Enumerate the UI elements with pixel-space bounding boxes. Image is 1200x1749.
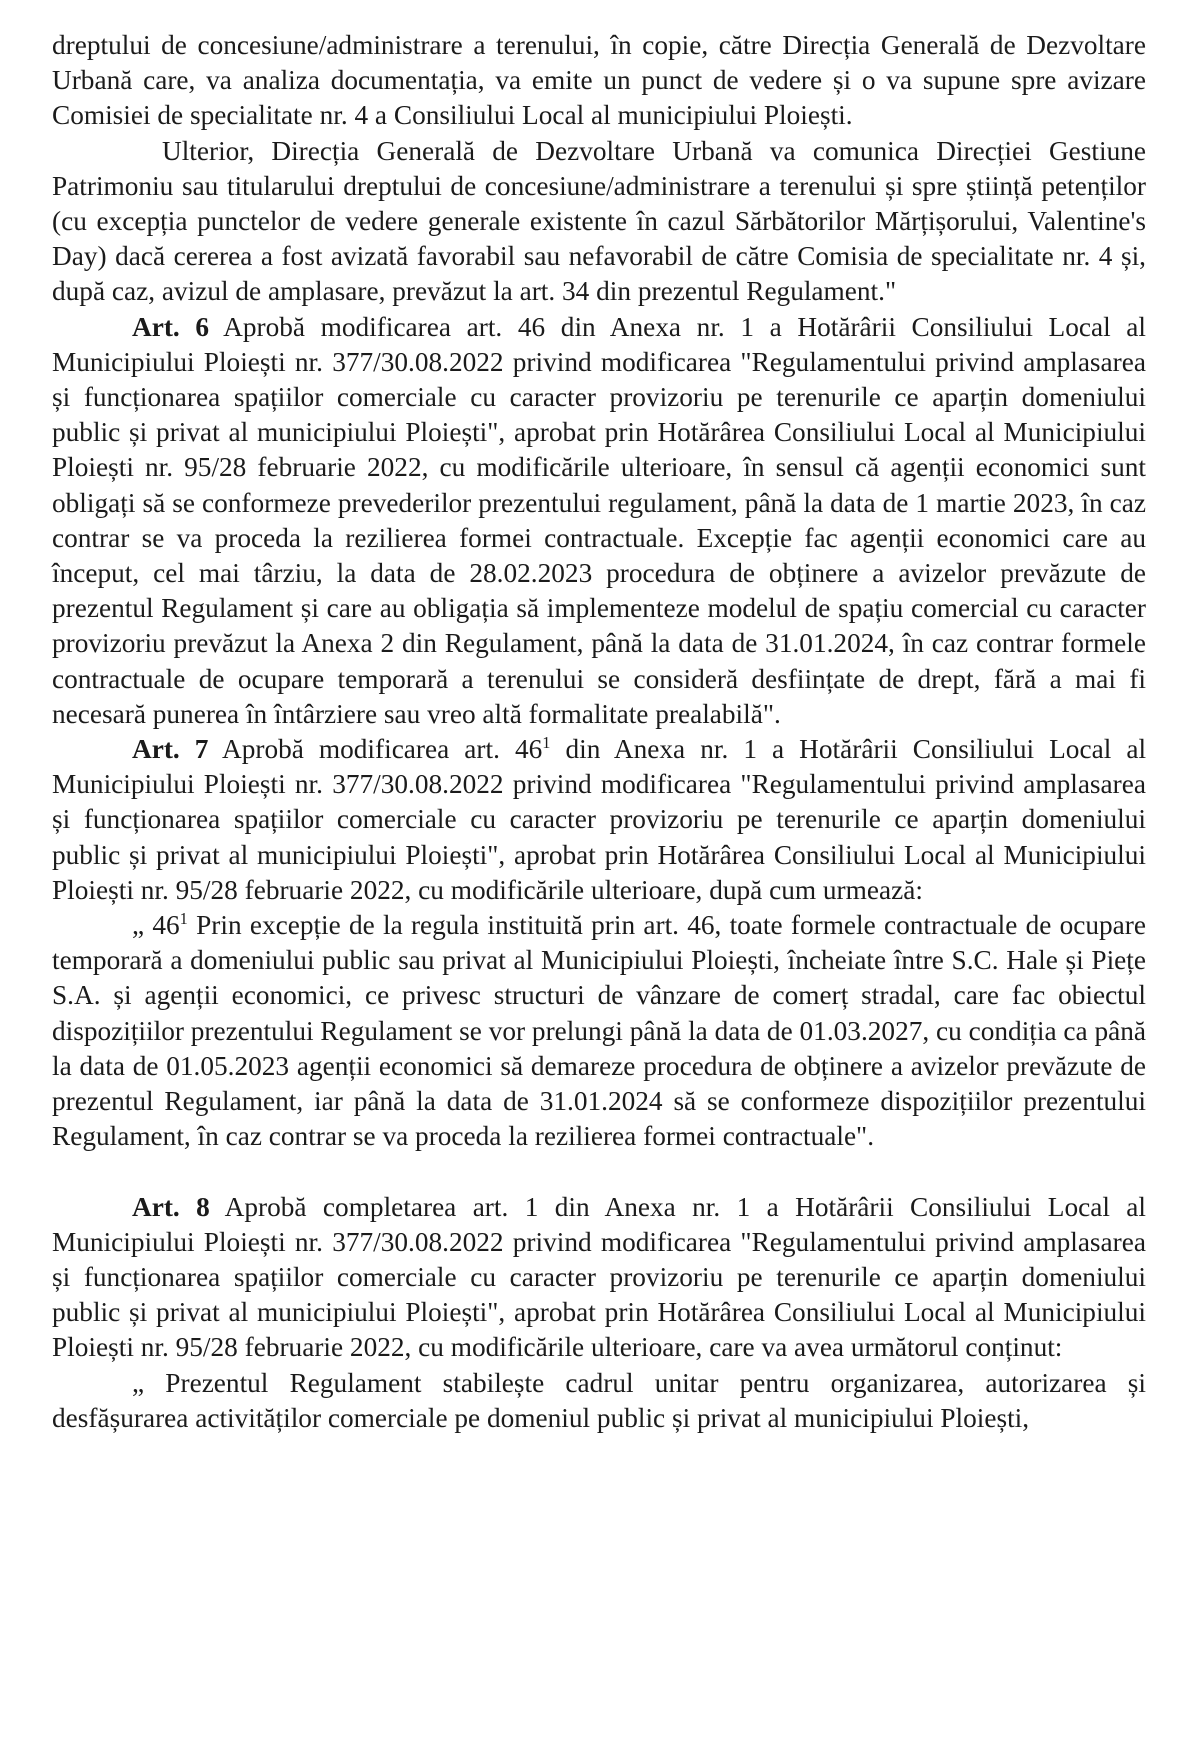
article-7-quote: [52, 908, 1146, 1154]
paragraph-continuation: dreptului de concesiune/administrare a terenului, în copie, către Direcția Generală de Dezvoltare Urbană care, va analiza documentația, va emite un punct de vedere și o va supune spre avizare Comisiei de specialitate nr. 4 a Consiliului Local al municipiului Ploiești.: [52, 30, 1146, 131]
article-7-text-after: din Anexa nr. 1 a Hotărârii Consiliului Local al Municipiului Ploiești nr. 377/30.08.2022 privind modificarea "Regulamentului privind amplasarea și funcționarea spațiilor comerciale cu caracter provizoriu pe terenurile ce aparțin domeniului public și privat al municipiului Ploiești", aprobat prin Hotărârea Consiliului Local al Municipiului Ploiești nr. 95/28 februarie 2022, cu modificările ulterioare, după cum urmează:: [52, 734, 1147, 905]
paragraph-ulterior: Ulterior, Direcția Generală de Dezvoltare Urbană va comunica Direcției Gestiune Patrimoniu sau titularului dreptului de concesiune/administrare a terenului și spre știință petenților (cu excepția punctelor de vedere generale existente în cazul Sărbătorilor Mărțișorului, Valentine's Day) dacă cererea a fost avizată favorabil sau nefavorabil de către Comisia de specialitate nr. 4 și, după caz, avizul de amplasare, prevăzut la art. 34 din prezentul Regulament.": [52, 135, 1146, 307]
article-7-quote-before: „ 46: [132, 910, 180, 941]
paragraph-spacer: [52, 1155, 1146, 1190]
document-page: [52, 28, 1146, 1436]
article-7-superscript: 1: [542, 732, 551, 752]
article-8-text: Aprobă completarea art. 1 din Anexa nr. 1 a Hotărârii Consiliului Local al Municipiului Ploiești nr. 377/30.08.2022 privind modificarea "Regulamentului privind amplasarea și funcționarea spațiilor comerciale cu caracter provizoriu pe terenurile ce aparțin domeniului public și privat al municipiului Ploiești", aprobat prin Hotărârea Consiliului Local al Municipiului Ploiești nr. 95/28 februarie 2022, cu modificările ulterioare, care va avea următorul conținut:: [52, 1191, 1147, 1363]
article-7-label: Art. 7: [132, 734, 209, 765]
article-8: [52, 1190, 1146, 1366]
article-7-quote-after: Prin excepție de la regula instituită prin art. 46, toate formele contractuale de ocupare temporară a domeniului public sau privat al Municipiului Ploiești, încheiate între S.C. Hale și Piețe S.A. și agenții economici, ce privesc structuri de vânzare de comerț stradal, care fac obiectul dispozițiilor prezentului Regulament se vor prelungi până la data de 01.03.2027, cu condiția ca până la data de 01.05.2023 agenții economici să demareze procedura de obținere a avizelor prevăzute de prezentul Regulament, iar până la data de 31.01.2024 să se conformeze dispozițiilor prezentului Regulament, în caz contrar se va proceda la rezilierea formei contractuale".: [52, 910, 1146, 1152]
article-7-quote-superscript: 1: [179, 908, 188, 928]
article-7-text-before: Aprobă modificarea art. 46: [208, 734, 543, 765]
article-7: [52, 732, 1146, 908]
article-6-label: Art. 6: [132, 311, 210, 342]
article-8-label: Art. 8: [132, 1191, 210, 1222]
article-6-text: Aprobă modificarea art. 46 din Anexa nr. 1 a Hotărârii Consiliului Local al Municipiului Ploiești nr. 377/30.08.2022 privind modificarea "Regulamentului privind amplasarea și funcționarea spațiilor comerciale cu caracter provizoriu pe terenurile ce aparțin domeniului public și privat al municipiului Ploiești", aprobat prin Hotărârea Consiliului Local al Municipiului Ploiești nr. 95/28 februarie 2022, cu modificările ulterioare, în sensul că agenții economici sunt obligați să se conformeze prevederilor prezentului regulament, până la data de 1 martie 2023, în caz contrar se va proceda la rezilierea formei contractuale. Excepție fac agenții economici care au început, cel mai târziu, la data de 28.02.2023 procedura de obținere a avizelor prevăzute de prezentul Regulament și care au obligația să implementeze modelul de spațiu comercial cu caracter provizoriu prevăzut la Anexa 2 din Regulament, până la data de 31.01.2024, în caz contrar formele contractuale de ocupare temporară a terenului se consideră desființate de drept, fără a mai fi necesară punerea în întârziere sau vreo altă formalitate prealabilă".: [52, 311, 1147, 729]
article-6: [52, 310, 1146, 732]
article-8-quote: „ Prezentul Regulament stabilește cadrul unitar pentru organizarea, autorizarea și desfășurarea activităților comerciale pe domeniul public și privat al municipiului Ploiești,: [52, 1367, 1146, 1433]
